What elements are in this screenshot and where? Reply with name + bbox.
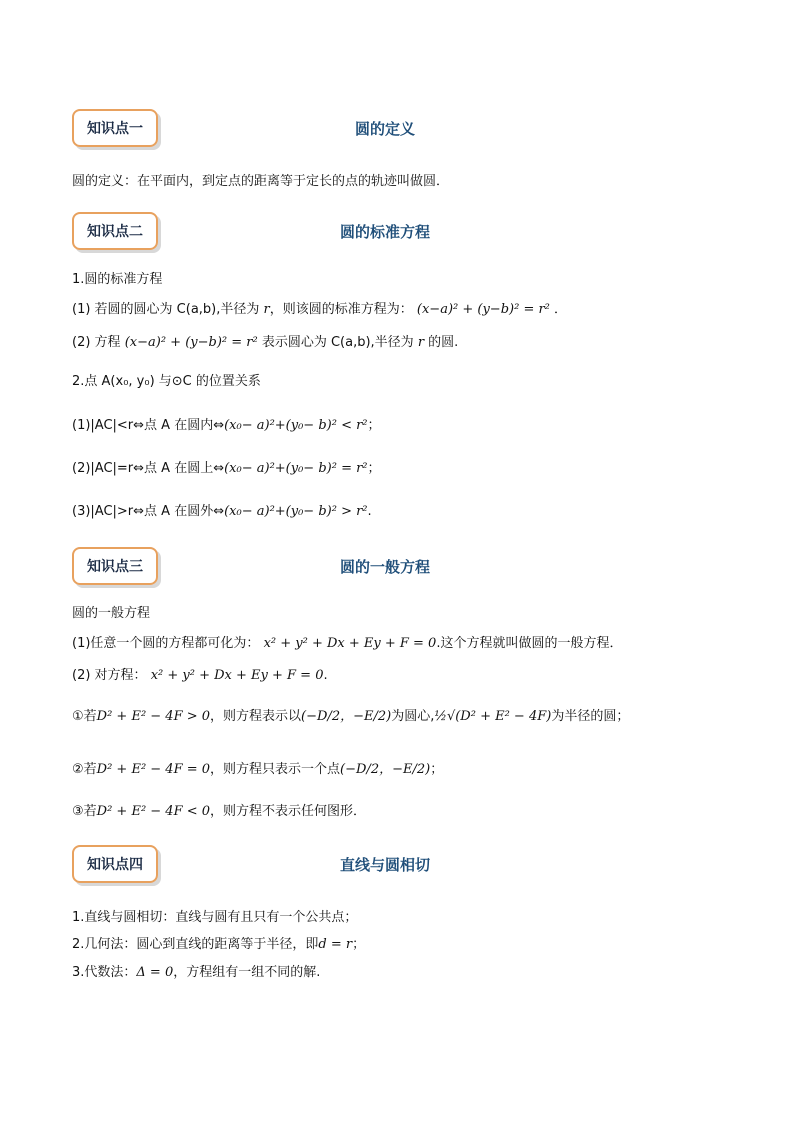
- general-equation: x² + y² + Dx + Ey + F = 0: [150, 668, 324, 683]
- condition: D² + E² − 4F < 0: [96, 804, 211, 819]
- text: ③若: [72, 804, 97, 819]
- standard-equation: (x−a)² + (y−b)² = r²: [124, 335, 258, 350]
- text: 表示圆心为 C(a,b),半径为: [261, 335, 414, 350]
- subheading: 圆的一般方程: [72, 606, 151, 621]
- text: 为半径的圆；: [551, 709, 630, 724]
- text: ，则方程不表示任何图形．: [210, 804, 367, 819]
- text: ②若: [72, 762, 97, 777]
- text: 3.代数法：: [72, 965, 137, 980]
- paragraph: [72, 935, 365, 955]
- equation: (x₀− a)²+(y₀− b)² = r²: [224, 461, 368, 476]
- section-tag: 知识点二: [72, 212, 158, 250]
- text: ，则方程表示以: [210, 709, 302, 724]
- position-case: [72, 459, 381, 479]
- section-tag: 知识点三: [72, 547, 158, 585]
- section-2-header: [0, 212, 794, 258]
- condition: D² + E² − 4F = 0: [96, 762, 211, 777]
- section-title: 直线与圆相切: [339, 856, 430, 874]
- paragraph: [72, 333, 458, 353]
- position-case: [72, 416, 381, 436]
- text: .这个方程就叫做圆的一般方程．: [436, 636, 623, 651]
- paragraph: [72, 963, 320, 983]
- single-point: (−D/2，−E/2): [340, 762, 431, 777]
- text: (2) 对方程：: [72, 668, 147, 683]
- text: ；: [352, 937, 366, 952]
- section-tag: 知识点四: [72, 845, 158, 883]
- center-point: (−D/2，−E/2): [301, 709, 392, 724]
- tangent-condition: d = r: [318, 937, 353, 952]
- text: 为圆心,: [391, 709, 435, 724]
- text: ①若: [72, 709, 97, 724]
- text: (2) 方程: [72, 335, 121, 350]
- text: ，则该圆的标准方程为：: [269, 302, 413, 317]
- case-negative: [72, 802, 366, 822]
- condition: D² + E² − 4F > 0: [96, 709, 211, 724]
- case-positive: [72, 707, 629, 727]
- math-r: r: [263, 302, 270, 317]
- section-1-header: [0, 109, 794, 155]
- paragraph: [72, 666, 328, 686]
- text: ；: [367, 461, 381, 476]
- text: ，方程组有一组不同的解.: [173, 965, 321, 980]
- text: (1)|AC|<r⇔点 A 在圆内⇔: [72, 418, 225, 433]
- text: (3)|AC|>r⇔点 A 在圆外⇔: [72, 504, 225, 519]
- text: 2.几何法：圆心到直线的距离等于半径，即: [72, 937, 319, 952]
- text: .: [323, 668, 328, 683]
- section-3-header: [0, 547, 794, 593]
- subheading: 2.点 A(x₀, y₀) 与⊙C 的位置关系: [72, 374, 261, 389]
- standard-equation: (x−a)² + (y−b)² = r²: [416, 302, 550, 317]
- inequality: (x₀− a)²+(y₀− b)² < r²: [224, 418, 368, 433]
- paragraph: [72, 300, 567, 320]
- radius-formula: ½√(D² + E² − 4F): [434, 709, 552, 724]
- case-zero: [72, 760, 443, 780]
- section-title: 圆的一般方程: [339, 558, 430, 576]
- text: ；: [367, 418, 381, 433]
- section-title: 圆的标准方程: [339, 223, 430, 241]
- position-case: [72, 502, 372, 522]
- paragraph: [72, 634, 622, 654]
- text: ．: [554, 302, 568, 317]
- text: (1)任意一个圆的方程都可化为：: [72, 636, 260, 651]
- text: 的圆.: [428, 335, 459, 350]
- inequality: (x₀− a)²+(y₀− b)² > r²: [224, 504, 368, 519]
- section-4-header: [0, 845, 794, 891]
- text: (2)|AC|=r⇔点 A 在圆上⇔: [72, 461, 225, 476]
- circle-definition: 圆的定义：在平面内，到定点的距离等于定长的点的轨迹叫做圆．: [72, 174, 450, 189]
- subheading: 1.圆的标准方程: [72, 272, 163, 287]
- text: .: [367, 504, 372, 519]
- text: (1) 若圆的圆心为 C(a,b),半径为: [72, 302, 260, 317]
- discriminant-condition: Δ = 0: [136, 965, 174, 980]
- paragraph: 1.直线与圆相切：直线与圆有且只有一个公共点；: [72, 910, 358, 925]
- general-equation: x² + y² + Dx + Ey + F = 0: [263, 636, 437, 651]
- section-title: 圆的定义: [354, 120, 415, 138]
- text: ；: [430, 762, 444, 777]
- text: ，则方程只表示一个点: [210, 762, 341, 777]
- math-r: r: [417, 335, 425, 350]
- section-tag: 知识点一: [72, 109, 158, 147]
